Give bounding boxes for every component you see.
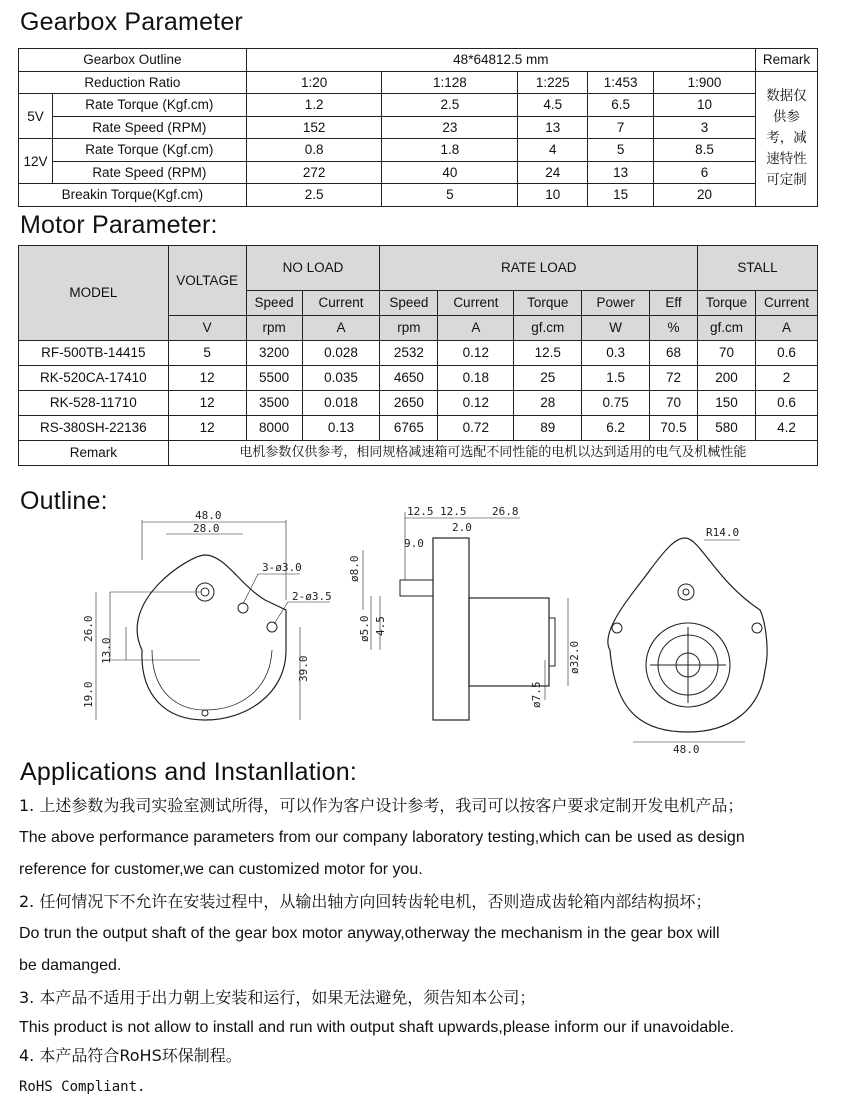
dim-label: 3-ø3.0 [262, 561, 302, 574]
sub-header: Current [755, 291, 817, 316]
speed-12v-cell: 272 [246, 161, 382, 184]
unit-cell: A [438, 316, 514, 341]
dim-label: 28.0 [193, 522, 220, 535]
speed-label: Rate Speed (RPM) [52, 116, 246, 139]
motor-value-cell: 0.3 [582, 341, 650, 366]
motor-value-cell: 28 [514, 391, 582, 416]
sub-header: Current [302, 291, 380, 316]
unit-cell: V [168, 316, 246, 341]
motor-row [19, 366, 818, 391]
motor-value-cell: 2532 [380, 341, 438, 366]
motor-value-cell: 70.5 [650, 416, 698, 441]
rate-load-header: RATE LOAD [380, 246, 698, 291]
speed-12v-cell: 13 [588, 161, 654, 184]
sub-header: Eff [650, 291, 698, 316]
speed-5v-cell: 13 [518, 116, 588, 139]
motor-row [19, 341, 818, 366]
speed-12v-cell: 40 [382, 161, 518, 184]
dim-label: ø32.0 [568, 640, 581, 674]
dim-label: ø5.0 [358, 615, 371, 642]
sub-header: Speed [380, 291, 438, 316]
torque-12v-cell: 8.5 [654, 139, 756, 162]
speed-5v-cell: 7 [588, 116, 654, 139]
motor-value-cell: 0.12 [438, 341, 514, 366]
no-load-header: NO LOAD [246, 246, 380, 291]
torque-12v-cell: 1.8 [382, 139, 518, 162]
stall-header: STALL [698, 246, 818, 291]
app-line-3: reference for customer,we can customized motor for you. [19, 861, 423, 878]
motor-value-cell: 12.5 [514, 341, 582, 366]
breakin-label: Breakin Torque(Kgf.cm) [19, 184, 247, 207]
dim-label: 39.0 [297, 655, 310, 682]
breakin-cell: 15 [588, 184, 654, 207]
outline-title: Outline: [20, 487, 108, 515]
app-line-2: The above performance parameters from our company laboratory testing,which can be used as design [19, 829, 745, 846]
speed-5v-cell: 23 [382, 116, 518, 139]
dim-label: 48.0 [673, 743, 700, 756]
model-header: MODEL [19, 246, 169, 341]
ratio-cell: 1:20 [246, 71, 382, 94]
unit-cell: rpm [380, 316, 438, 341]
torque-5v-cell: 6.5 [588, 94, 654, 117]
motor-value-cell: 0.13 [302, 416, 380, 441]
back-view-drawing [608, 538, 767, 742]
gearbox-table [18, 48, 818, 207]
sub-header: Power [582, 291, 650, 316]
dim-label: ø7.5 [530, 681, 543, 708]
gearbox-remark: 数据仅供参考，减速特性可定制 [755, 71, 817, 206]
dim-label: R14.0 [706, 526, 740, 539]
ratio-cell: 1:225 [518, 71, 588, 94]
remark-label: Remark [755, 49, 817, 72]
unit-cell: A [302, 316, 380, 341]
applications-title: Applications and Instanllation: [20, 758, 357, 786]
app-line-7: 3. 本产品不适用于出力朝上安装和运行，如果无法避免，须告知本公司； [19, 988, 536, 1007]
motor-value-cell: 72 [650, 366, 698, 391]
outline-value: 48*64812.5 mm [246, 49, 755, 72]
motor-model-cell: RF-500TB-14415 [19, 341, 169, 366]
voltage-12v: 12V [19, 139, 53, 184]
motor-title: Motor Parameter: [20, 211, 218, 239]
dim-label: 26.8 [492, 505, 519, 518]
speed-5v-cell: 152 [246, 116, 382, 139]
motor-value-cell: 3500 [246, 391, 302, 416]
ratio-cell: 1:453 [588, 71, 654, 94]
motor-value-cell: 70 [650, 391, 698, 416]
breakin-cell: 5 [382, 184, 518, 207]
motor-value-cell: 12 [168, 391, 246, 416]
outline-drawing [0, 500, 845, 760]
motor-model-cell: RS-380SH-22136 [19, 416, 169, 441]
voltage-header: VOLTAGE [168, 246, 246, 316]
motor-value-cell: 0.6 [755, 391, 817, 416]
dim-label: 12.5 [440, 505, 467, 518]
app-line-1: 1. 上述参数为我司实验室测试所得，可以作为客户设计参考，我司可以按客户要求定制开发电机产品； [19, 796, 744, 815]
motor-value-cell: 8000 [246, 416, 302, 441]
app-line-4: 2. 任何情况下不允许在安装过程中，从输出轴方向回转齿轮电机，否则造成齿轮箱内部结构损坏； [19, 892, 712, 911]
sub-header: Torque [514, 291, 582, 316]
dim-label: 26.0 [82, 615, 95, 642]
app-line-6: be damanged. [19, 957, 122, 974]
torque-label: Rate Torque (Kgf.cm) [52, 139, 246, 162]
unit-cell: W [582, 316, 650, 341]
app-line-5: Do trun the output shaft of the gear box motor anyway,otherway the mechanism in the gear box will [19, 925, 720, 942]
motor-value-cell: 70 [698, 341, 756, 366]
motor-value-cell: 6.2 [582, 416, 650, 441]
sub-header: Current [438, 291, 514, 316]
ratio-cell: 1:128 [382, 71, 518, 94]
unit-cell: gf.cm [698, 316, 756, 341]
sub-header: Speed [246, 291, 302, 316]
motor-value-cell: 12 [168, 366, 246, 391]
torque-12v-cell: 0.8 [246, 139, 382, 162]
motor-value-cell: 2 [755, 366, 817, 391]
dim-label: 13.0 [100, 637, 113, 664]
motor-value-cell: 580 [698, 416, 756, 441]
app-line-10: RoHS Compliant. [19, 1079, 146, 1095]
motor-value-cell: 25 [514, 366, 582, 391]
app-line-8: This product is not allow to install and run with output shaft upwards,please inform our if unavoidable. [19, 1019, 735, 1036]
dim-label: 19.0 [82, 681, 95, 708]
dim-label: 48.0 [195, 509, 222, 522]
motor-value-cell: 4650 [380, 366, 438, 391]
torque-12v-cell: 4 [518, 139, 588, 162]
torque-12v-cell: 5 [588, 139, 654, 162]
ratio-label: Reduction Ratio [19, 71, 247, 94]
gearbox-title: Gearbox Parameter [20, 8, 243, 36]
motor-value-cell: 0.028 [302, 341, 380, 366]
voltage-5v: 5V [19, 94, 53, 139]
motor-value-cell: 68 [650, 341, 698, 366]
speed-label: Rate Speed (RPM) [52, 161, 246, 184]
speed-12v-cell: 6 [654, 161, 756, 184]
motor-value-cell: 1.5 [582, 366, 650, 391]
motor-model-cell: RK-520CA-17410 [19, 366, 169, 391]
motor-value-cell: 0.72 [438, 416, 514, 441]
motor-value-cell: 0.75 [582, 391, 650, 416]
sub-header: Torque [698, 291, 756, 316]
unit-cell: gf.cm [514, 316, 582, 341]
breakin-cell: 20 [654, 184, 756, 207]
speed-5v-cell: 3 [654, 116, 756, 139]
dim-label: ø8.0 [348, 555, 361, 582]
motor-row [19, 416, 818, 441]
unit-cell: % [650, 316, 698, 341]
front-view-drawing [96, 520, 330, 720]
torque-label: Rate Torque (Kgf.cm) [52, 94, 246, 117]
motor-value-cell: 6765 [380, 416, 438, 441]
breakin-cell: 10 [518, 184, 588, 207]
dim-label: 2.0 [452, 521, 472, 534]
dim-label: 2-ø3.5 [292, 590, 332, 603]
motor-remark-text: 电机参数仅供参考，相同规格减速箱可选配不同性能的电机以达到适用的电气及机械性能 [168, 441, 817, 466]
motor-value-cell: 0.18 [438, 366, 514, 391]
speed-12v-cell: 24 [518, 161, 588, 184]
app-line-9: 4. 本产品符合RoHS环保制程。 [19, 1046, 242, 1065]
dim-label: 9.0 [404, 537, 424, 550]
dim-label: 4.5 [374, 616, 387, 636]
outline-label: Gearbox Outline [19, 49, 247, 72]
motor-value-cell: 12 [168, 416, 246, 441]
motor-value-cell: 2650 [380, 391, 438, 416]
motor-value-cell: 5 [168, 341, 246, 366]
motor-table [18, 245, 818, 466]
motor-value-cell: 89 [514, 416, 582, 441]
motor-value-cell: 4.2 [755, 416, 817, 441]
motor-remark-label: Remark [19, 441, 169, 466]
breakin-cell: 2.5 [246, 184, 382, 207]
torque-5v-cell: 4.5 [518, 94, 588, 117]
unit-cell: rpm [246, 316, 302, 341]
motor-value-cell: 0.12 [438, 391, 514, 416]
motor-value-cell: 0.035 [302, 366, 380, 391]
ratio-cell: 1:900 [654, 71, 756, 94]
motor-value-cell: 3200 [246, 341, 302, 366]
unit-cell: A [755, 316, 817, 341]
motor-model-cell: RK-528-11710 [19, 391, 169, 416]
motor-value-cell: 200 [698, 366, 756, 391]
dim-label: 12.5 [407, 505, 434, 518]
motor-value-cell: 150 [698, 391, 756, 416]
motor-row [19, 391, 818, 416]
torque-5v-cell: 1.2 [246, 94, 382, 117]
torque-5v-cell: 2.5 [382, 94, 518, 117]
motor-value-cell: 5500 [246, 366, 302, 391]
motor-value-cell: 0.018 [302, 391, 380, 416]
torque-5v-cell: 10 [654, 94, 756, 117]
motor-value-cell: 0.6 [755, 341, 817, 366]
